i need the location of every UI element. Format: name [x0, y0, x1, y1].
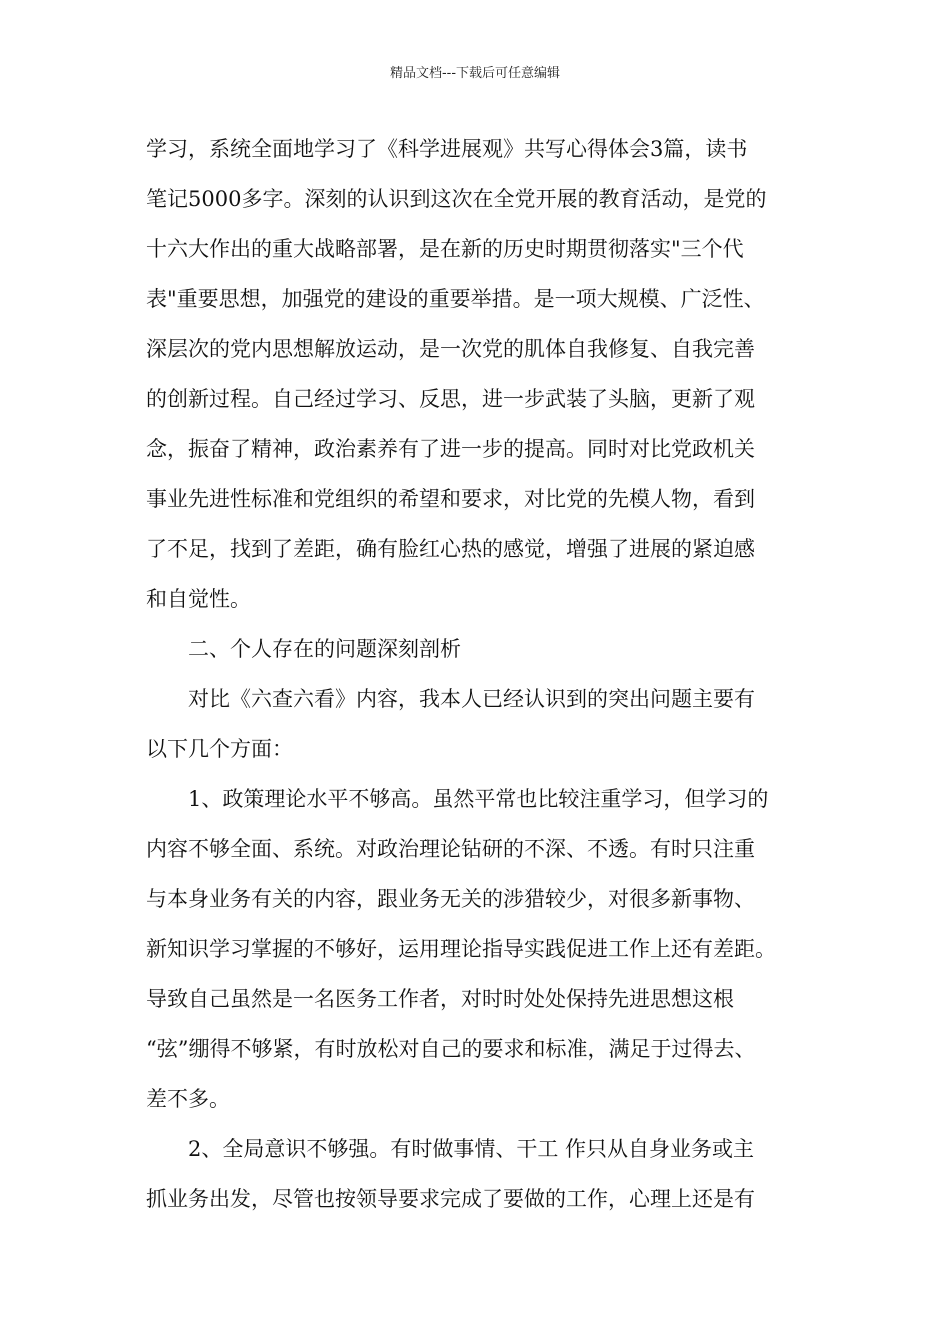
text-line: 以下几个方面： [146, 737, 293, 761]
text-line: 与本身业务有关的内容，跟业务无关的涉猎较少，对很多新事物、 [146, 887, 755, 911]
text-line: 十六大作出的重大战略部署，是在新的历史时期贯彻落实"三个代 [146, 237, 744, 261]
page-header: 精品文档---下载后可任意编辑 [389, 66, 561, 81]
section-heading: 二、个人存在的问题深刻剖析 [146, 637, 461, 661]
text-line: 抓业务出发，尽管也按领导要求完成了要做的工作，心理上还是有 [146, 1187, 755, 1211]
text-line: 笔记5000多字。深刻的认识到这次在全党开展的教育活动，是党的 [146, 187, 767, 211]
text-line: 内容不够全面、系统。对政治理论钻研的不深、不透。有时只注重 [146, 837, 755, 861]
document-body [146, 124, 806, 1224]
text-line: 导致自己虽然是一名医务工作者，对时时处处保持先进思想这根 [146, 987, 734, 1011]
text-line: 表"重要思想，加强党的建设的重要举措。是一项大规模、广泛性、 [146, 287, 765, 311]
text-line: 1、政策理论水平不够高。虽然平常也比较注重学习，但学习的 [146, 787, 769, 811]
text-line: 对比《六查六看》内容，我本人已经认识到的突出问题主要有 [146, 687, 755, 711]
text-line: 了不足，找到了差距，确有脸红心热的感觉，增强了进展的紧迫感 [146, 537, 755, 561]
text-line: 的创新过程。自己经过学习、反思，进一步武装了头脑，更新了观 [146, 387, 755, 411]
text-line: 新知识学习掌握的不够好，运用理论指导实践促进工作上还有差距。 [146, 937, 776, 961]
text-line: “弦”绷得不够紧，有时放松对自己的要求和标准，满足于过得去、 [146, 1037, 756, 1061]
text-line: 事业先进性标准和党组织的希望和要求，对比党的先模人物，看到 [146, 487, 755, 511]
text-line: 深层次的党内思想解放运动，是一次党的肌体自我修复、自我完善 [146, 337, 755, 361]
text-line: 念，振奋了精神，政治素养有了进一步的提高。同时对比党政机关 [146, 437, 755, 461]
text-line: 学习，系统全面地学习了《科学进展观》共写心得体会3篇，读书 [146, 137, 748, 161]
text-line: 和自觉性。 [146, 587, 251, 611]
text-line: 差不多。 [146, 1087, 230, 1111]
text-line: 2、全局意识不够强。有时做事情、干工 作只从自身业务或主 [146, 1137, 755, 1161]
